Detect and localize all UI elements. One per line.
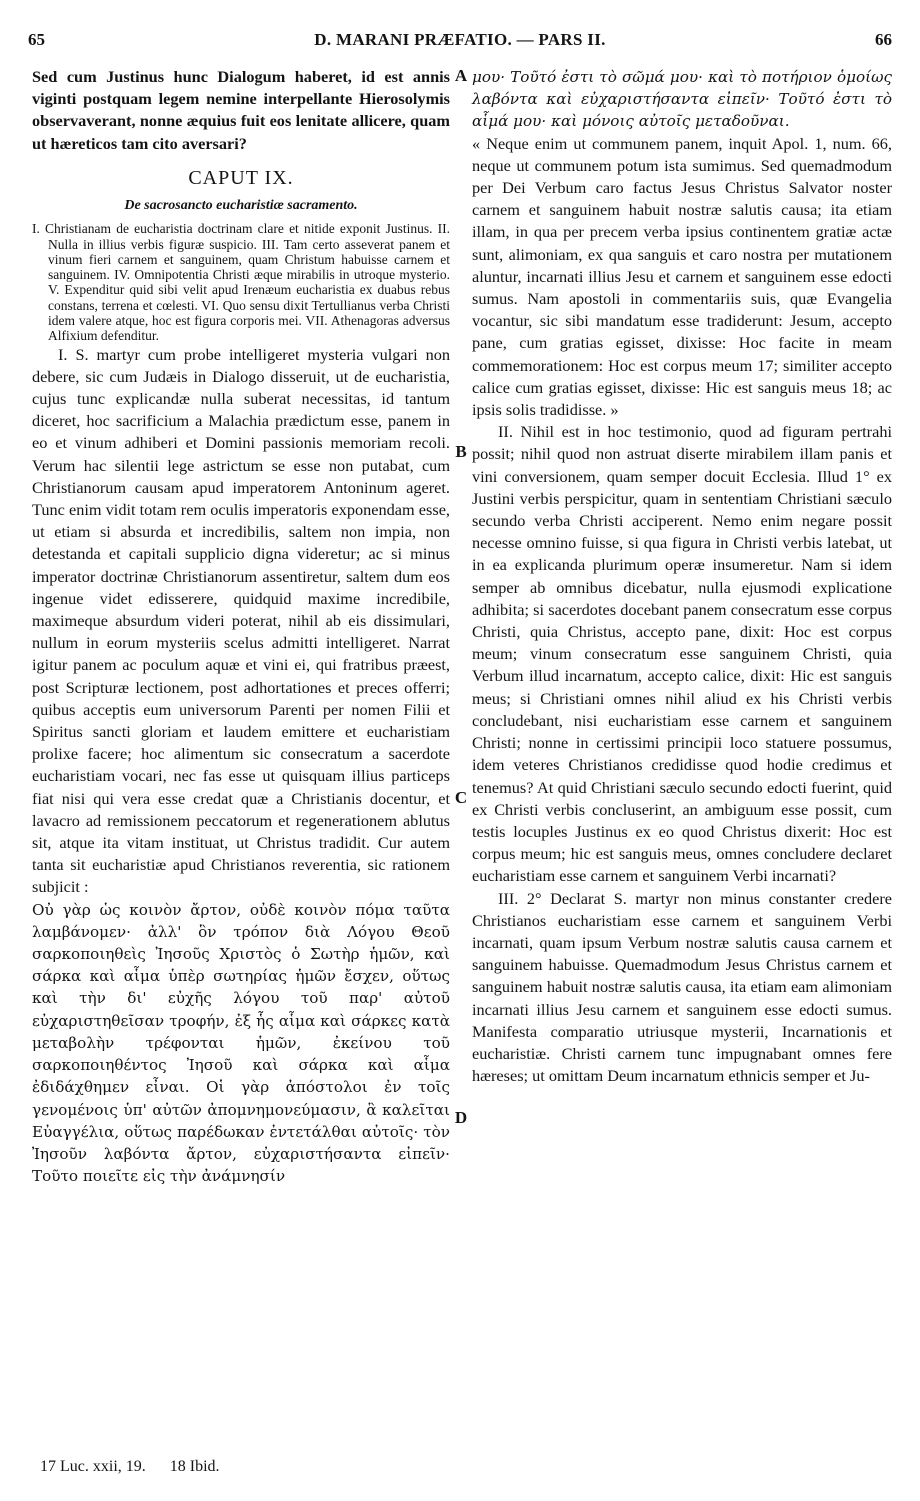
paragraph-1: I. S. martyr cum probe intelligeret mysteria vulgari non debere, sic cum Judæis in Dialogo disseruit, ut de eucharistia, cujus tunc explicandæ nulla suberat necessitas, id tantum diceret, hoc sacrificium a Malachia prædictum esse, panem in eo et vinum adhiberi et Domini passionis memoriam recoli. Verum hac silentii lege astrictum se esse non putabat, cum Christianorum causam apud imperatorem Antoninum ageret. Tunc enim vidit totam rem oculis imperatoris exponendam esse, ut etiam si absurda et incredibilis, saltem non impia, non detestanda et capitali supplicio digna videretur; ac si minus imperator doctrinæ Christianorum assentiretur, saltem dum eos ingenue videt edisserere, quidquid maxime incredibile, maximeque absurdum videri poterat, nihil ab eis dissimulari, nullum in eorum mysteriis scelus admitti intelligeret. Narrat igitur panem ac poculum aquæ et vini ei, qui fratribus præest, post Scripturæ lectionem, post adhortationes et preces offerri; quibus acceptis eum universorum Parenti per nomen Filii et Spiritus sancti gloriam et laudem emittere et eucharistiam prolixe facere; hoc alimentum sic consecratum a sacerdote eucharistiam vocari, nec fas esse ut quisquam illius particeps fiat nisi qui vera esse credat quæ a Christianis docentur, et lavacro ad remissionem peccatorum et regenerationem ablutus sit, atque ita vitam instituat, ut Christus tradidit. Cur autem tanta sit eucharistiæ apud Christianos reverentia, sic rationem subjicit :: [32, 344, 450, 897]
chapter-title: CAPUT IX.: [188, 166, 294, 189]
page-number-left: 65: [28, 30, 45, 49]
margin-marker-a: A: [454, 66, 468, 85]
greek-quotation-continued: μου· Τοῦτό ἐστι τὸ σῶμά μου· καὶ τὸ ποτήριον ὁμοίως λαβόντα καὶ εὐχαριστήσαντα εἰπεῖν· Τοῦτό ἐστι τὸ αἷμά μου· καὶ μόνοις αὐτοῖς μεταδοῦναι.: [472, 68, 892, 131]
greek-quotation: Οὐ γὰρ ὡς κοινὸν ἄρτον, οὐδὲ κοινὸν πόμα ταῦτα λαμβάνομεν· ἀλλ' ὃν τρόπον διὰ Λόγου Θεοῦ σαρκοποιηθεὶς Ἰησοῦς Χριστὸς ὁ Σωτὴρ ἡμῶν, καὶ σάρκα καὶ αἷμα ὑπὲρ σωτηρίας ἡμῶν ἔσχεν, οὕτως καὶ τὴν δι' εὐχῆς λόγου τοῦ παρ' αὐτοῦ εὐχαριστηθεῖσαν τροφήν, ἐξ ἧς αἷμα καὶ σάρκες κατὰ μεταβολὴν τρέφονται ἡμῶν, ἐκείνου τοῦ σαρκοποιηθέντος Ἰησοῦ καὶ σάρκα καὶ αἷμα ἐδιδάχθημεν εἶναι. Οἱ γὰρ ἀπόστολοι ἐν τοῖς γενομένοις ὑπ' αὐτῶν ἀπομνημονεύμασιν, ἃ καλεῖται Εὐαγγέλια, οὕτως παρέδωκαν ἐντετάλθαι αὐτοῖς· τὸν Ἰησοῦν λαβόντα ἄρτον, εὐχαριστήσαντα εἰπεῖν· Τοῦτο ποιεῖτε εἰς τὴν ἀνάμνησίν: [32, 900, 450, 1186]
paragraph-3: III. 2° Declarat S. martyr non minus constanter credere Christianos eucharistiam esse carnem et sanguinem Verbi incarnati, quam ipsum Verbum nostræ salutis causa carnem et sanguinem habuisse. Quemadmodum Jesus Christus carnem et sanguinem habuit nostræ salutis causa, ita etiam eam alimoniam incarnati illius Jesu carnem et sanguinem esse edocti sumus. Manifesta comparatio utriusque mysterii, Incarnationis et eucharistiæ. Christi carnem tunc impugnabant omnes fere hæreses; ut omittam Deum incarnatum ethnicis semper et Ju-: [472, 888, 892, 1086]
chapter-subtitle: De sacrosancto eucharistiæ sacramento.: [124, 198, 358, 214]
chapter-summary: I. Christianam de eucharistia doctrinam clare et nitide exponit Justinus. II. Nulla in illius verbis figuræ suspicio. III. Tam certo asseverat panem et vinum fieri carnem et sanguinem, quam Christum habuisse carnem et sanguinem. IV. Omnipotentia Christi æque mirabilis in utroque mysterio. V. Expenditur quid sibi velit apud Irenæum eucharistia ex duabus rebus constans, terrena et cœlesti. VI. Quo sensu dixit Tertullianus verba Christi idem valere atque, hoc est figura corporis mei. VII. Athenagoras adversus Alfixium defenditur.: [32, 221, 450, 344]
running-header: [28, 30, 892, 56]
margin-marker-c: C: [454, 788, 468, 807]
intro-paragraph: Sed cum Justinus hunc Dialogum haberet, id est annis viginti postquam legem nemine interpellante Hierosolymis observaverant, nonne æquius fuit eos lenitate allicere, quam ut hæreticos tam cito aversari?: [32, 67, 450, 153]
footnotes: [40, 1458, 240, 1476]
left-column: [32, 66, 450, 1187]
footnote-18: 18 Ibid.: [169, 1458, 220, 1475]
footnote-17: 17 Luc. xxii, 19.: [40, 1458, 146, 1475]
running-title: D. MARANI PRÆFATIO. — PARS II.: [314, 30, 606, 49]
page-number-right: 66: [875, 30, 892, 49]
margin-marker-d: D: [454, 1108, 468, 1127]
latin-translation: « Neque enim ut communem panem, inquit Apol. 1, num. 66, neque ut communem potum ista sumimus. Sed quemadmodum per Dei Verbum caro factus Jesus Christus Salvator noster carnem et sanguinem habuit nostræ salutis causa; ita etiam illam, in qua per precem verba ipsius continentem gratiæ actæ sunt, alimoniam, ex qua sanguis et caro nostra per mutationem aluntur, incarnati illius Jesu et carnem et sanguinem esse edocti sumus. Nam apostoli in commentariis suis, quæ Evangelia vocantur, sic sibi mandatum esse tradiderunt: Jesum, accepto pane, cum gratias egisset, dixisse: Hoc facite in meam commemorationem: Hoc est corpus meum 17; similiter accepto calice cum gratias egisset, dixisse: Hic est sanguis meus 18; ac ipsis solis tradidisse. »: [472, 133, 892, 420]
right-column: [472, 66, 892, 1087]
margin-marker-b: B: [455, 442, 467, 461]
paragraph-2: II. Nihil est in hoc testimonio, quod ad figuram pertrahi possit; nihil quod non astruat diserte mirabilem illam panis et vini conversionem, quam semper docuit Ecclesia. Illud 1° ex Justini verbis perspicitur, quam in sententiam Christiani sæculo secundo verba Christi acciperent. Nemo enim negare possit necesse omnino fuisse, si qua figura in Christi verbis latebat, ut in ea explicanda plurimum operæ insumeretur. Nam si idem semper ab omnibus dicebatur, nulla ejusmodi explicatione adhibita; si sacerdotes docebant panem consecratum esse corpus Christi, quia Christus, accepto pane, dixit: Hoc est corpus meum; vinum consecratum esse sanguinem Christi, quia Verbum illud incarnatum, accepto calice, dixit: Hic est sanguis meus; si Christiani omnes nihil aliud ex his Christi verbis concludebant, nisi eucharistiam esse carnem et sanguinem Christi; nonne in certissimi principii loco statuere possumus, idem veteres Christianos credidisse quod hodie credimus et tenemus? At quid Christiani sæculo secundo edocti fuerint, quid ex Christi verbis concluserint, an ambiguum esse possit, cum testis locuples Justinus ex eo quod Christus dixerit: Hoc est corpus meum; hic est sanguis meus, omnes concludere declaret eucharistiam esse carnem et sanguinem Verbi incarnati?: [472, 422, 892, 886]
